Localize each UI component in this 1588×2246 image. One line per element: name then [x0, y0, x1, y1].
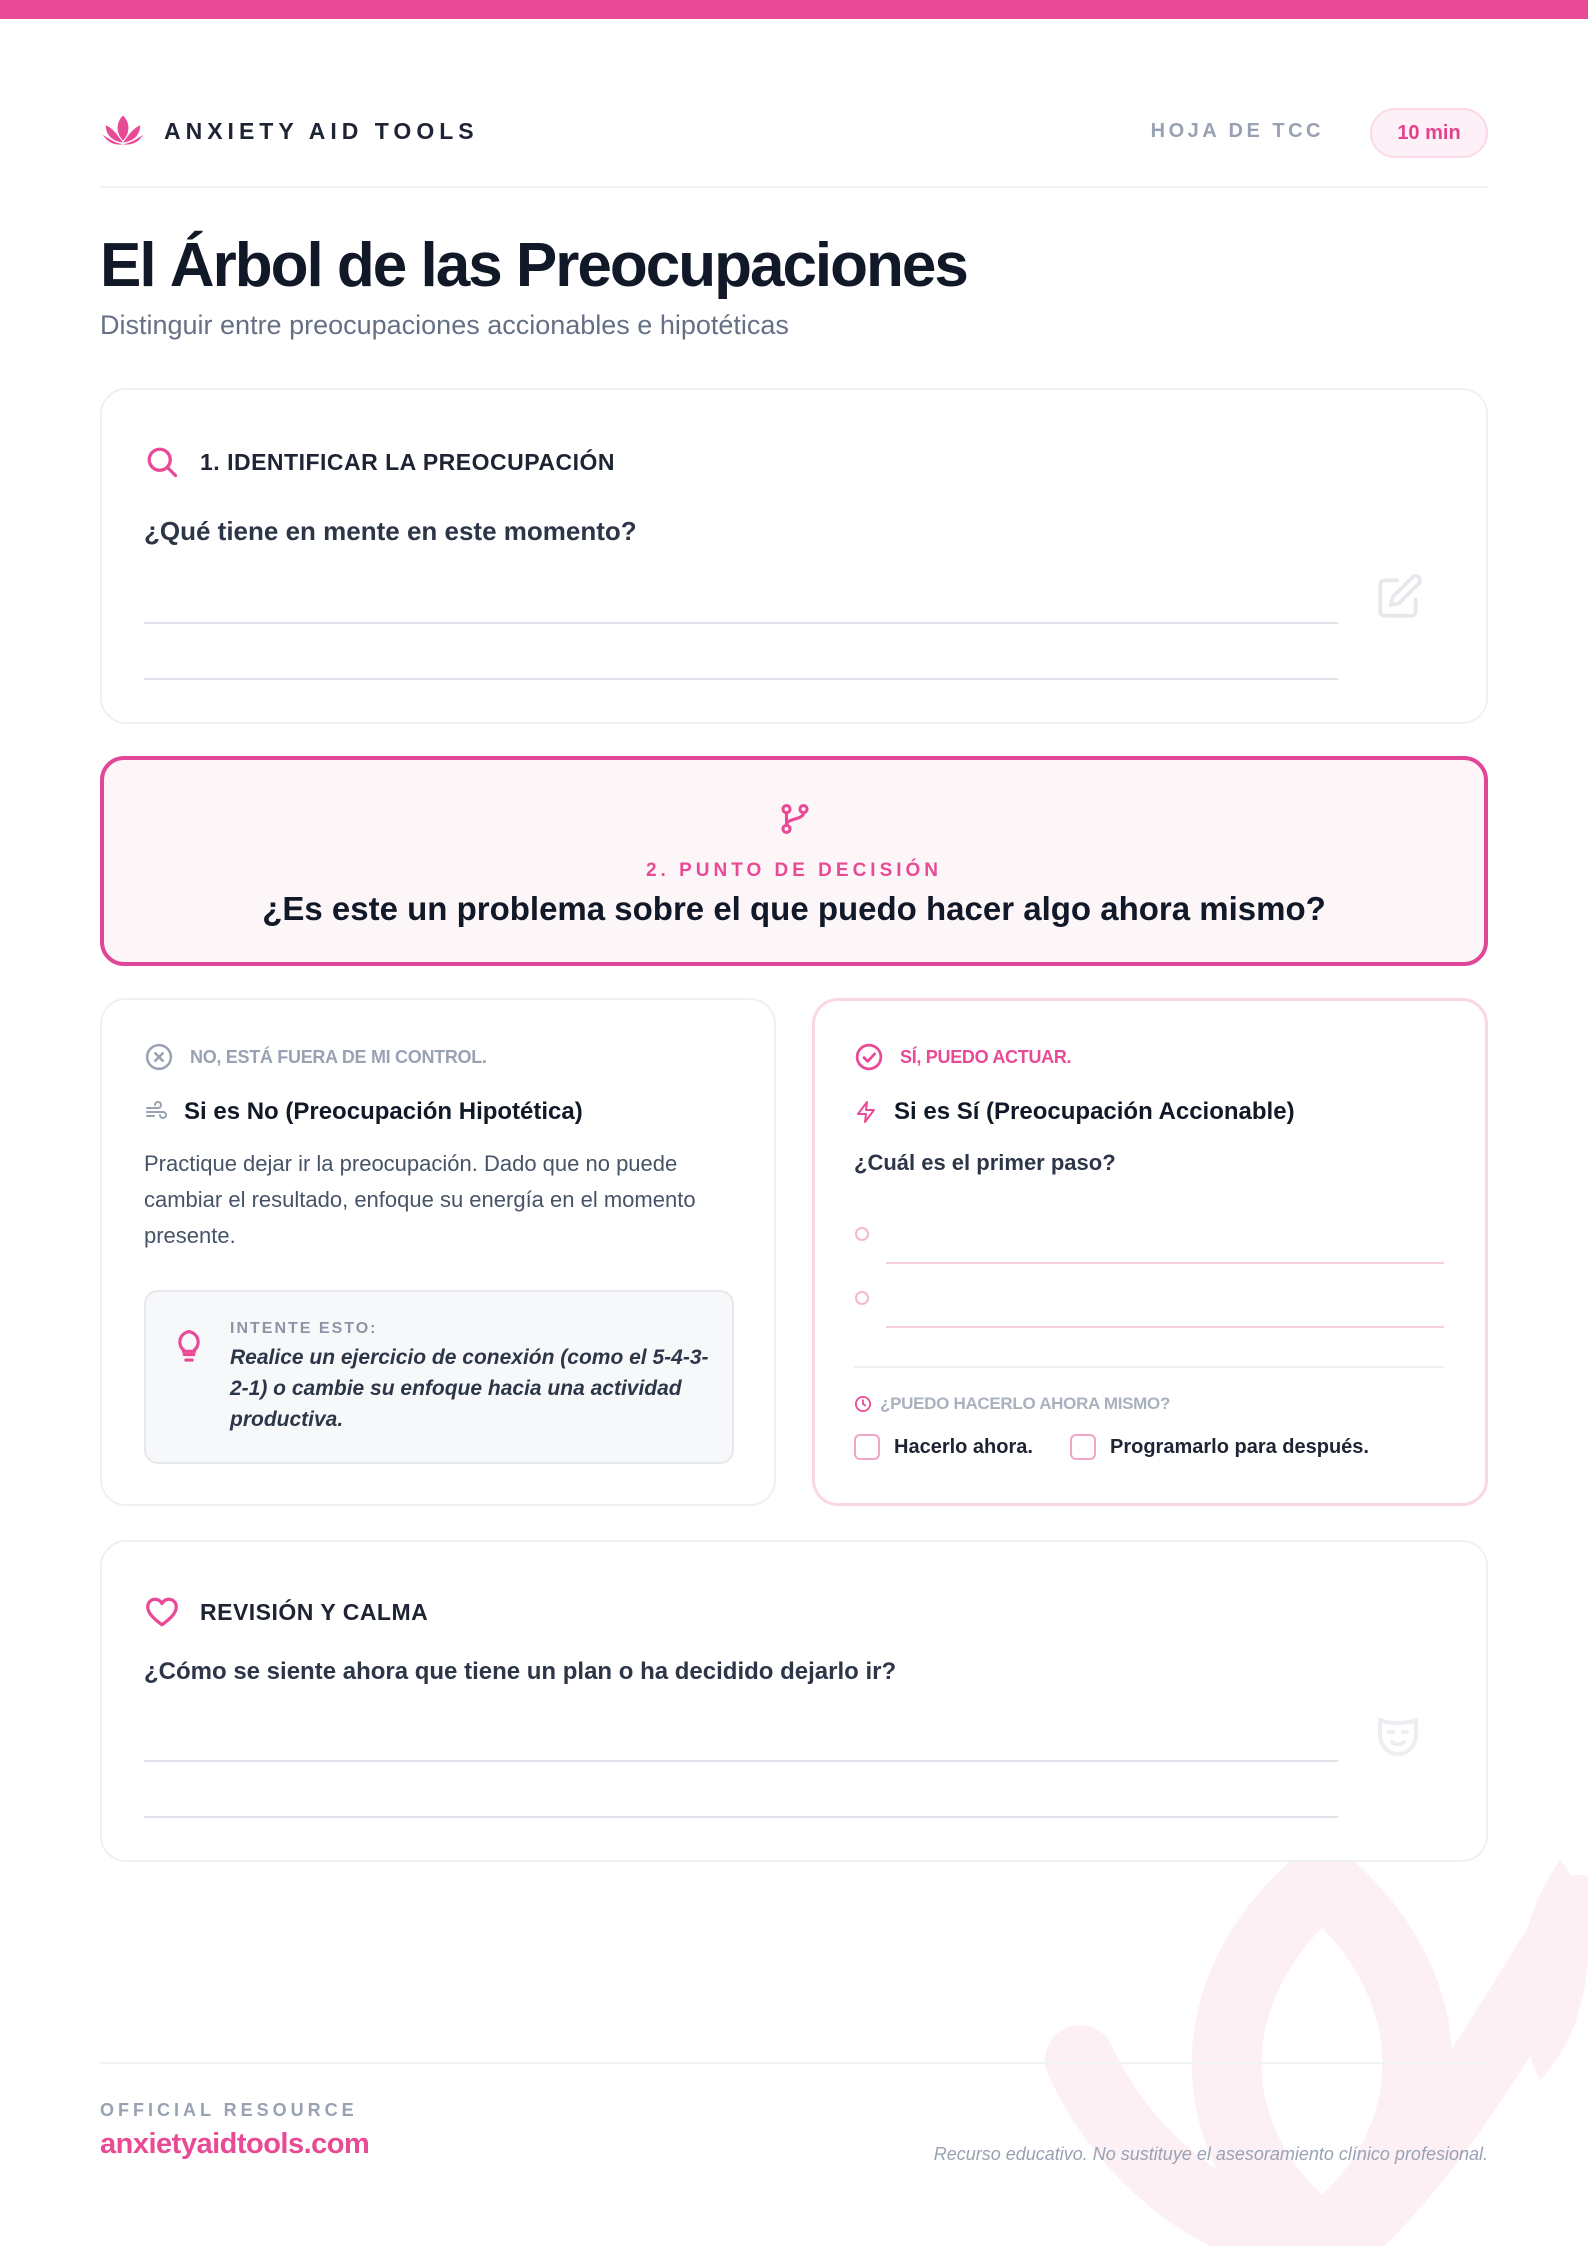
search-icon: [144, 444, 180, 480]
step-bullet-2: [855, 1291, 869, 1305]
review-line-2[interactable]: [144, 1816, 1338, 1818]
identify-question: ¿Qué tiene en mente en este momento?: [144, 516, 637, 546]
edit-icon: [1374, 572, 1424, 622]
heart-icon: [144, 1594, 180, 1630]
footer-divider: [100, 2062, 1488, 2064]
brand-name: ANXIETY AID TOOLS: [164, 117, 479, 144]
yes-question: ¿Cuál es el primer paso?: [854, 1150, 1116, 1175]
answer-line-1[interactable]: [144, 622, 1338, 624]
checkbox-schedule-later-box[interactable]: [1070, 1434, 1096, 1460]
top-accent-bar: [0, 0, 1588, 19]
page-subtitle: Distinguir entre preocupaciones accionables e hipotéticas: [100, 310, 789, 340]
yes-branch-card: [812, 998, 1488, 1506]
checkbox-schedule-later[interactable]: [1070, 1434, 1369, 1460]
decision-kicker: 2. PUNTO DE DECISIÓN: [645, 860, 943, 881]
yes-tag-label: SÍ, PUEDO ACTUAR.: [900, 1046, 1072, 1067]
checkbox-schedule-later-label: Programarlo para después.: [1110, 1435, 1369, 1458]
checkbox-do-now-label: Hacerlo ahora.: [894, 1435, 1033, 1458]
duration-badge: 10 min: [1370, 108, 1488, 158]
lotus-icon: [100, 108, 146, 154]
identify-heading: [144, 444, 615, 480]
review-question: ¿Cómo se siente ahora que tiene un plan o ha decidido dejarlo ir?: [144, 1658, 897, 1685]
tip-kicker: INTENTE ESTO:: [230, 1320, 378, 1337]
now-question: [854, 1394, 1170, 1414]
lightbulb-icon: [170, 1326, 208, 1364]
footer-url-link[interactable]: anxietyaidtools.com: [100, 2128, 370, 2160]
now-question-label: ¿PUEDO HACERLO AHORA MISMO?: [880, 1394, 1171, 1413]
tip-text: Realice un ejercicio de conexión (como el 5-4-3-2-1) o cambie su enfoque hacia una actividad productiva.: [230, 1346, 709, 1431]
review-heading-label: REVISIÓN Y CALMA: [200, 1598, 429, 1625]
review-card: [100, 1540, 1488, 1862]
no-tag: [144, 1042, 487, 1072]
divider: [854, 1366, 1444, 1368]
x-circle-icon: [144, 1042, 174, 1072]
step-line-2[interactable]: [886, 1326, 1444, 1328]
decision-box: [100, 756, 1488, 966]
yes-heading-label: Si es Sí (Preocupación Accionable): [894, 1098, 1295, 1125]
checkbox-do-now[interactable]: [854, 1434, 1033, 1460]
clock-icon: [854, 1395, 872, 1413]
mask-icon: [1374, 1712, 1422, 1760]
yes-heading: [854, 1098, 1295, 1126]
sheet-type-label: HOJA DE TCC: [1150, 120, 1324, 142]
wind-icon: [144, 1100, 168, 1124]
zap-icon: [854, 1100, 878, 1124]
step-line-1[interactable]: [886, 1262, 1444, 1264]
identify-card: [100, 388, 1488, 724]
brand: [100, 108, 479, 154]
no-heading-label: Si es No (Preocupación Hipotética): [184, 1098, 583, 1125]
header: [100, 108, 1488, 188]
decision-question: ¿Es este un problema sobre el que puedo hacer algo ahora mismo?: [262, 890, 1326, 927]
branch-icon: [778, 802, 812, 836]
step-bullet-1: [855, 1227, 869, 1241]
no-tag-label: NO, ESTÁ FUERA DE MI CONTROL.: [190, 1046, 487, 1067]
no-body-text: Practique dejar ir la preocupación. Dado que no puede cambiar el resultado, enfoque su energía en el momento presente.: [144, 1151, 696, 1248]
no-heading: [144, 1098, 583, 1126]
identify-heading-label: 1. IDENTIFICAR LA PREOCUPACIÓN: [200, 448, 615, 475]
checkbox-do-now-box[interactable]: [854, 1434, 880, 1460]
footer-kicker: OFFICIAL RESOURCE: [100, 2100, 358, 2120]
review-line-1[interactable]: [144, 1760, 1338, 1762]
lotus-watermark-icon: [1040, 1820, 1588, 2246]
check-circle-icon: [854, 1042, 884, 1072]
review-heading: [144, 1594, 428, 1630]
tip-box: [144, 1290, 734, 1464]
yes-tag: [854, 1042, 1071, 1072]
page-title: El Árbol de las Preocupaciones: [100, 231, 967, 300]
answer-line-2[interactable]: [144, 678, 1338, 680]
footer-disclaimer: Recurso educativo. No sustituye el asesoramiento clínico profesional.: [933, 2144, 1488, 2164]
